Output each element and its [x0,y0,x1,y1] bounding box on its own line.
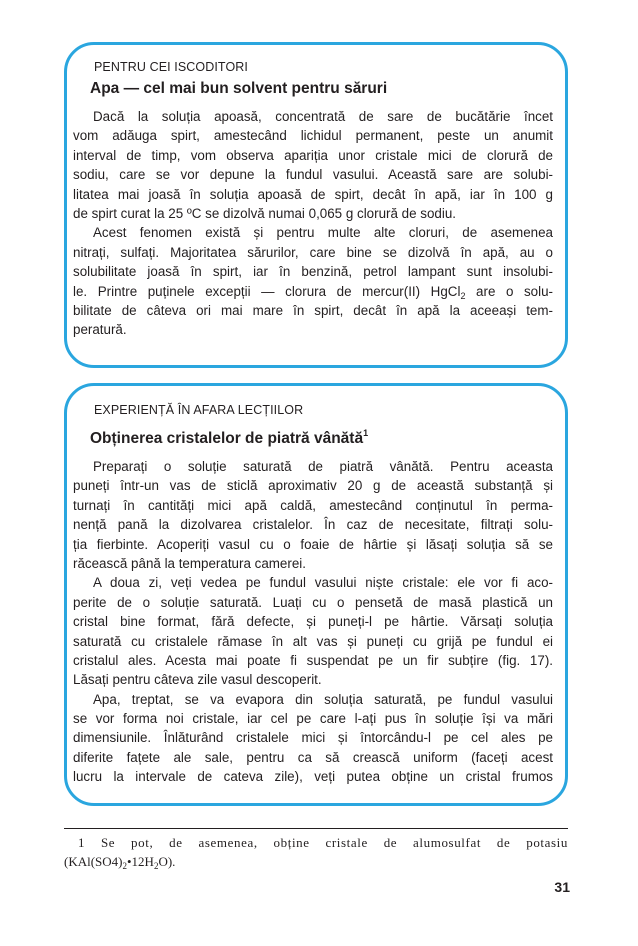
box-body [73,107,553,340]
text-line: turnați în cantități mici apă caldă, amestecând conținutul în perma- [73,497,553,513]
footnote-line: 1 Se pot, de asemenea, obține cristale de alumosulfat de potasiu [78,835,568,850]
page-number: 31 [554,879,570,895]
box-kicker: PENTRU CEI ISCODITORI [94,60,248,74]
text-line: perite de o soluție saturată. Luați cu o pensetă de masă plastică un [73,594,553,610]
text-line: litatea mai joasă în soluția apoasă de spirt, decât în apă, iar în 100 g [73,186,553,202]
text-line: Apa, treptat, se va evapora din soluția saturată, pe fundul vasului [93,691,553,707]
text-line: ția fierbinte. Acoperiți vasul cu o foaie de hârtie și lăsați soluția să se [73,536,553,552]
formula-part: (KAl(SO4) [64,854,123,869]
text-line: se vor forma noi cristale, iar cel pe care l-ați pus în soluție își va mări [73,711,553,727]
text-line: diferite fațete ale sale, pentru ca să crească uniform (faceți acest [73,749,553,765]
text-line: A doua zi, veți vedea pe fundul vasului niște cristale: ele vor fi aco- [93,575,553,591]
text-line: bilitate de câteva ori mai mare în spirt, decât în apă la aceeași tem- [73,302,553,318]
text-line: cristalul ales. Acesta mai poate fi suspendat pe un fir subțire (fig. 17). [73,652,553,668]
formula-text: le. Printre puținele excepții — clorura de mercur(II) HgCl [73,283,461,299]
box-body [73,457,553,787]
sidebar-box-curious [64,42,568,368]
title-text: Obținerea cristalelor de piatră vânătă [90,430,364,447]
footnote [64,833,568,871]
text-line: Lăsați pentru câteva zile vasul descoperit. [73,672,322,688]
box-title: Apa — cel mai bun solvent pentru săruri [90,80,388,97]
formula-tail: are o solu- [465,283,553,299]
sidebar-box-experiment [64,383,568,806]
formula-subscript: 2 [122,861,127,871]
formula-part: O). [158,854,176,869]
box-title [90,428,368,448]
formula-subscript: 2 [460,290,466,301]
text-line: nență pană la dizolvarea cristalelor. În caz de necesitate, filtrați solu- [73,517,553,533]
text-line: răcească până la temperatura camerei. [73,555,306,571]
formula-subscript: 2 [153,861,159,871]
box-kicker: EXPERIENȚĂ ÎN AFARA LECȚIILOR [94,403,304,417]
text-line: de spirt curat la 25 ºC se dizolvă numai 0,065 g clorură de sodiu. [73,205,457,221]
text-line: vom adăuga spirt, amestecând lichidul permanent, peste un anumit [73,128,553,144]
footnote-formula [64,852,568,871]
text-line: saturată cu cristalele rămase în alt vas și puneți cu grijă pe fundul ei [73,633,553,649]
text-line-formula [73,282,553,301]
text-line: Acest fenomen există și pentru multe alte cloruri, de asemenea [93,225,553,241]
text-line: Dacă la soluția apoasă, concentrată de sare de bucătărie încet [93,109,553,124]
text-line: cristal bine format, fără defecte, și puneți-l pe hârtie. Vărsați soluția [73,614,553,630]
text-line: sodiu, care se vor depune la fundul vasului. Această sare are solubi- [73,167,553,183]
text-line: peratură. [73,322,127,338]
text-line: puneți într-un vas de sticlă aproximativ 20 g de această substanță și [73,478,553,494]
text-line: nitrați, sulfați. Majoritatea sărurilor, care bine se dizolvă în apă, au o [73,244,553,260]
formula-part: •12H [127,854,154,869]
text-line: lucru la intervale de cateva zile), veți putea obține un cristal frumos [73,769,553,785]
text-line: dimensiunile. Înlăturând cristalele mici și întorcându-l pe cel ales pe [73,730,553,746]
text-line: Preparați o soluție saturată de piatră vânătă. Pentru aceasta [93,459,553,474]
footnote-divider [64,828,568,829]
text-line: interval de timp, vom observa apariția unor cristale mici de clorură de [73,147,553,163]
text-line: solubilitate joasă în spirt, iar în benzină, petrol lampant sunt insolubi- [73,264,553,280]
footnote-marker: 1 [363,428,369,438]
